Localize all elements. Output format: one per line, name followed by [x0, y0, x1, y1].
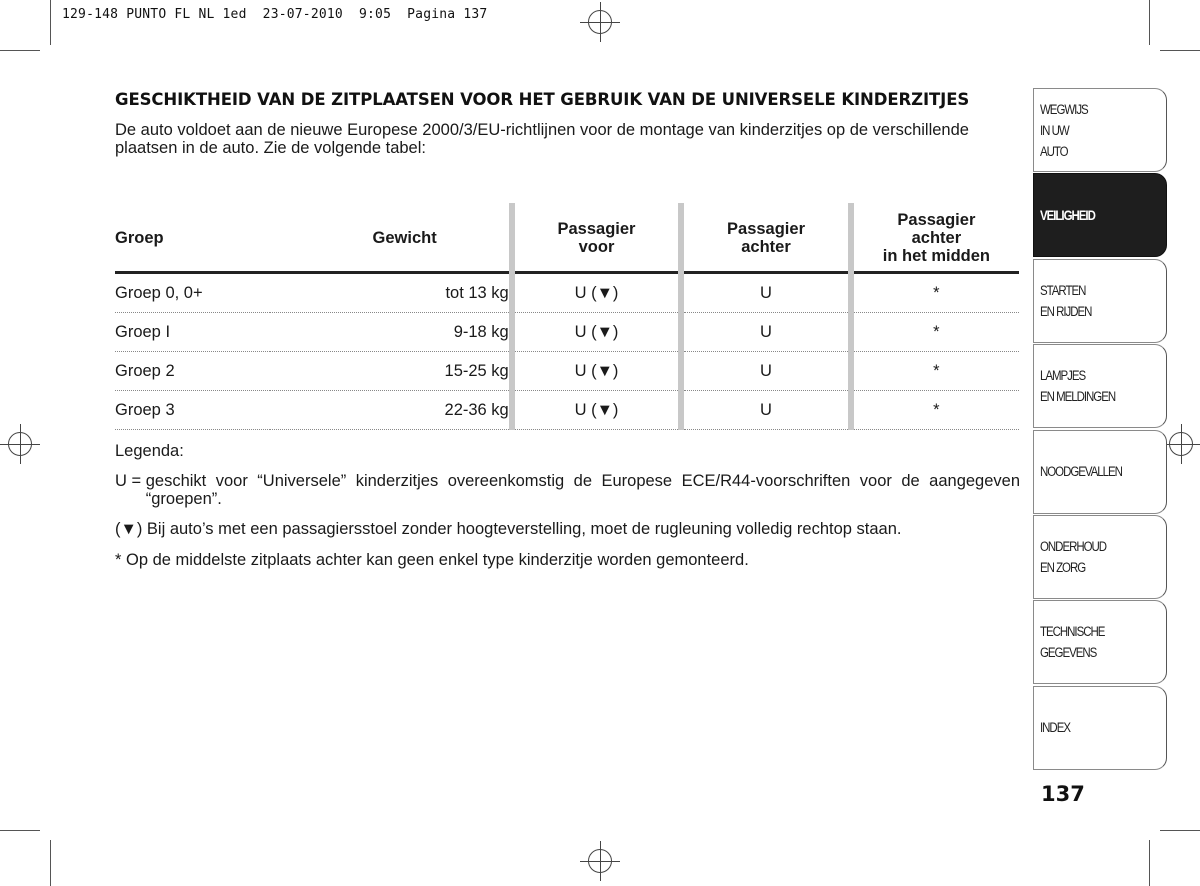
legend-star-note: * Op de middelste zitplaats achter kan geen enkel type kinderzitje worden gemonteerd.: [115, 551, 749, 569]
cell-groep: Groep 0, 0+: [115, 273, 270, 313]
crop-mark-bottom-right-h: [1160, 830, 1200, 831]
print-header: 129-148 PUNTO FL NL 1ed 23-07-2010 9:05 Pagina 137: [62, 7, 488, 22]
cell-achter: U: [681, 313, 851, 352]
crop-mark-bottom-left-v: [50, 840, 51, 886]
legend-triangle-note: (▼) Bij auto’s met een passagiersstoel zonder hoogteverstelling, moet de rugleuning volledig rechtop staan.: [115, 520, 902, 538]
legend-title: Legenda:: [115, 442, 184, 460]
table-row: [115, 313, 1019, 352]
crop-mark-top-right-v: [1149, 0, 1150, 45]
tab-label: INDEX: [1040, 720, 1070, 736]
crop-mark-top-left-v: [50, 0, 51, 45]
registration-target-top: [588, 10, 612, 34]
tab-noodgevallen[interactable]: [1033, 430, 1167, 514]
cell-achter: U: [681, 391, 851, 430]
header-groep: Groep: [115, 203, 270, 273]
cell-voor: U (▼): [512, 273, 682, 313]
cell-gewicht: 15-25 kg: [270, 352, 511, 391]
tab-label: WEGWIJS IN UW AUTO: [1040, 101, 1088, 159]
table-header-row: [115, 203, 1019, 273]
main-content: [115, 90, 1020, 174]
header-passagier-voor: Passagier voor: [512, 203, 682, 273]
cell-midden: *: [851, 273, 1019, 313]
legend-u-key: U =: [115, 472, 146, 490]
chapter-tabs: [1033, 88, 1167, 771]
header-passagier-achter: Passagier achter: [681, 203, 851, 273]
legend-u-item: [115, 472, 1020, 508]
tab-index[interactable]: [1033, 686, 1167, 770]
cell-groep: Groep 3: [115, 391, 270, 430]
registration-target-right: [1169, 432, 1193, 456]
cell-groep: Groep I: [115, 313, 270, 352]
legend-u-text: geschikt voor “Universele” kinderzitjes overeenkomstig de Europese ECE/R44-voorschriften voor de aangegeven “groepen”.: [145, 472, 1020, 508]
cell-achter: U: [681, 352, 851, 391]
header-passagier-midden: Passagier achter in het midden: [851, 203, 1019, 273]
table-row: [115, 273, 1019, 313]
cell-gewicht: tot 13 kg: [270, 273, 511, 313]
cell-voor: U (▼): [512, 352, 682, 391]
tab-label: STARTEN EN RIJDEN: [1040, 282, 1092, 319]
section-title: GESCHIKTHEID VAN DE ZITPLAATSEN VOOR HET GEBRUIK VAN DE UNIVERSELE KINDERZITJES: [115, 90, 970, 109]
registration-target-left: [8, 432, 32, 456]
tab-label: ONDERHOUD EN ZORG: [1040, 538, 1107, 575]
crop-mark-bottom-right-v: [1149, 840, 1150, 886]
tab-veiligheid[interactable]: [1033, 173, 1167, 257]
cell-voor: U (▼): [512, 391, 682, 430]
cell-gewicht: 22-36 kg: [270, 391, 511, 430]
crop-mark-top-right-h: [1160, 50, 1200, 51]
tab-label: TECHNISCHE GEGEVENS: [1040, 624, 1105, 661]
seat-suitability-table: [115, 203, 1019, 430]
intro-paragraph: De auto voldoet aan de nieuwe Europese 2000/3/EU-richtlijnen voor de montage van kinderzitjes op de verschillende plaatsen in de auto. Zie de volgende tabel:: [115, 121, 969, 157]
cell-midden: *: [851, 352, 1019, 391]
cell-gewicht: 9-18 kg: [270, 313, 511, 352]
tab-onderhoud[interactable]: [1033, 515, 1167, 599]
cell-voor: U (▼): [512, 313, 682, 352]
crop-mark-bottom-left-h: [0, 830, 40, 831]
cell-achter: U: [681, 273, 851, 313]
cell-midden: *: [851, 313, 1019, 352]
table-row: [115, 352, 1019, 391]
cell-midden: *: [851, 391, 1019, 430]
table-row: [115, 391, 1019, 430]
tab-technische[interactable]: [1033, 600, 1167, 684]
registration-target-bottom: [588, 849, 612, 873]
tab-label: VEILIGHEID: [1040, 207, 1095, 223]
tab-label: LAMPJES EN MELDINGEN: [1040, 368, 1116, 405]
legend: [115, 442, 1020, 582]
tab-wegwijs[interactable]: [1033, 88, 1167, 172]
header-gewicht: Gewicht: [270, 203, 511, 273]
page-number: 137: [1041, 782, 1085, 806]
tab-label: NOODGEVALLEN: [1040, 464, 1122, 480]
cell-groep: Groep 2: [115, 352, 270, 391]
tab-starten[interactable]: [1033, 259, 1167, 343]
tab-lampjes[interactable]: [1033, 344, 1167, 428]
crop-mark-top-left-h: [0, 50, 40, 51]
